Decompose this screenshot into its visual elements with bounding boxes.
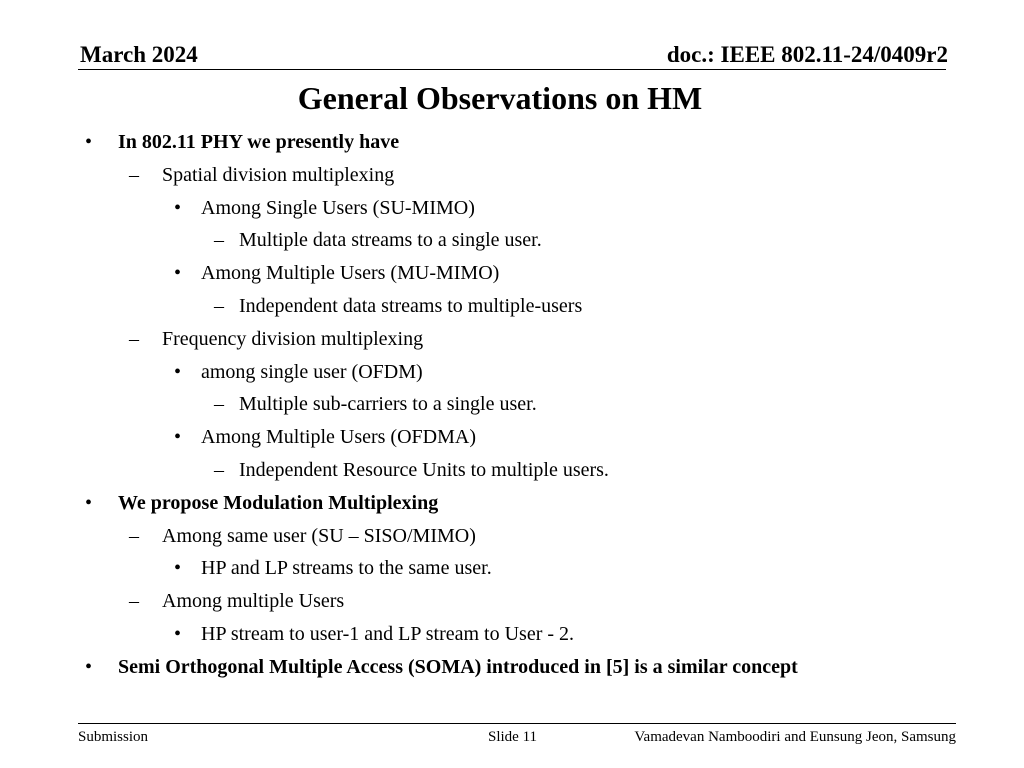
header-doc-id: doc.: IEEE 802.11-24/0409r2 [666, 42, 948, 67]
bullet-text: among single user (OFDM) [201, 360, 423, 383]
slide-title: General Observations on HM [297, 80, 703, 116]
bullet-marker: – [214, 393, 224, 416]
bullet-marker: – [129, 327, 139, 350]
bullet-item [0, 159, 1024, 192]
bullet-item [0, 224, 1024, 257]
bullet-marker: – [214, 294, 224, 317]
bullet-text: Among Multiple Users (OFDMA) [201, 426, 476, 449]
bullet-marker: • [174, 426, 182, 449]
bullet-marker: – [214, 458, 224, 481]
bullet-marker: – [129, 590, 139, 613]
footer-submission: Submission [78, 729, 149, 745]
footer-authors: Vamadevan Namboodiri and Eunsung Jeon, Samsung [634, 729, 956, 745]
bullet-item [0, 126, 1024, 159]
bullet-text: Independent data streams to multiple-users [239, 294, 583, 317]
bullet-item [0, 192, 1024, 225]
bullet-text: Spatial division multiplexing [162, 163, 395, 186]
bullet-list [0, 126, 1024, 684]
bullet-marker: • [174, 360, 182, 383]
bullet-item [0, 421, 1024, 454]
bullet-text: Semi Orthogonal Multiple Access (SOMA) introduced in [5] is a similar concept [118, 655, 798, 678]
bullet-item [0, 585, 1024, 618]
bullet-text: In 802.11 PHY we presently have [118, 131, 400, 153]
bullet-text: Multiple sub-carriers to a single user. [239, 393, 537, 416]
bullet-marker: • [174, 196, 182, 219]
bullet-marker: • [174, 557, 182, 580]
bullet-item [0, 651, 1024, 684]
bullet-text: Among same user (SU – SISO/MIMO) [162, 524, 476, 547]
bullet-item [0, 323, 1024, 356]
bullet-item [0, 290, 1024, 323]
bullet-item [0, 552, 1024, 585]
bullet-marker: – [129, 524, 139, 547]
bullet-text: HP stream to user-1 and LP stream to User - 2. [201, 622, 575, 645]
bullet-text: Frequency division multiplexing [162, 327, 424, 350]
header-date: March 2024 [80, 42, 198, 67]
header-divider [78, 69, 946, 70]
bullet-marker: • [174, 622, 182, 645]
bullet-text: We propose Modulation Multiplexing [118, 491, 439, 514]
bullet-text: Multiple data streams to a single user. [239, 229, 542, 252]
bullet-text: Among Single Users (SU-MIMO) [201, 196, 475, 219]
bullet-text: HP and LP streams to the same user. [201, 557, 492, 580]
bullet-item [0, 257, 1024, 290]
bullet-marker: – [214, 229, 224, 252]
bullet-marker: • [85, 491, 93, 514]
bullet-marker: • [174, 262, 182, 285]
bullet-text: Among multiple Users [162, 590, 345, 613]
bullet-marker: • [85, 131, 93, 153]
bullet-marker: – [129, 163, 139, 186]
bullet-item [0, 454, 1024, 487]
bullet-item [0, 388, 1024, 421]
footer-slide-number: Slide 11 [488, 729, 538, 745]
bullet-item [0, 618, 1024, 651]
bullet-text: Among Multiple Users (MU-MIMO) [201, 262, 500, 285]
bullet-text: Independent Resource Units to multiple users. [239, 458, 609, 481]
bullet-item [0, 520, 1024, 553]
bullet-item [0, 356, 1024, 389]
footer-divider [78, 723, 956, 724]
bullet-item [0, 487, 1024, 520]
bullet-marker: • [85, 655, 93, 678]
